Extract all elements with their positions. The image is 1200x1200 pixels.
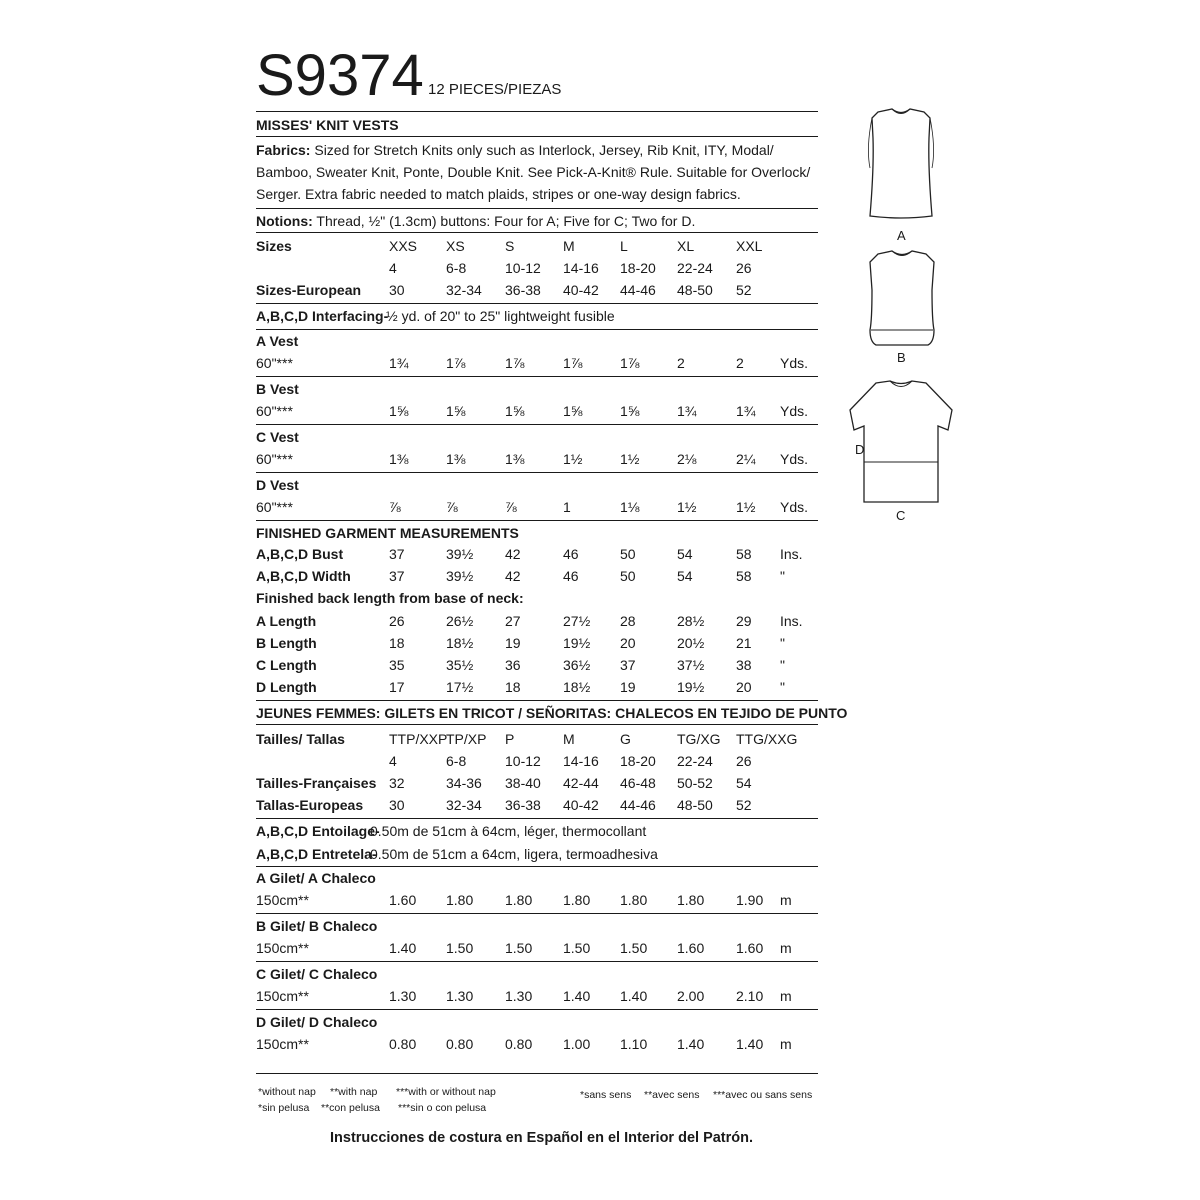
foreign-title: JEUNES FEMMES: GILETS EN TRICOT / SEÑORITAS: CHALECOS EN TEJIDO DE PUNTO <box>256 705 848 721</box>
size-value: 1¾ <box>389 355 409 371</box>
fabric-width: 60"*** <box>256 403 293 419</box>
unit-label: m <box>780 892 792 908</box>
size-value: 1.40 <box>563 988 591 1004</box>
size-value: 37 <box>389 546 405 562</box>
divider <box>256 424 818 425</box>
size-value: 20 <box>620 635 636 651</box>
interfacing-label: A,B,C,D Interfacing- <box>256 308 389 324</box>
size-value: 1⅝ <box>620 403 640 419</box>
size-value: XXL <box>736 238 763 254</box>
size-value: 1 <box>563 499 571 515</box>
size-value: 18½ <box>446 635 474 651</box>
size-value: 20½ <box>677 635 705 651</box>
view-label: D Gilet/ D Chaleco <box>256 1014 378 1030</box>
fabrics-line: Bamboo, Sweater Knit, Ponte, Double Knit. See Pick-A-Knit® Rule. Suitable for Overlock/ <box>256 164 811 180</box>
divider <box>256 961 818 962</box>
footnote-fr-2: **avec sens <box>644 1089 700 1101</box>
footnote-es-2: **con pelusa <box>321 1102 380 1114</box>
view-a-sketch <box>856 108 946 223</box>
size-value: 37 <box>389 568 405 584</box>
entoilage-label: A,B,C,D Entoilage- <box>256 823 380 839</box>
view-a-label: A <box>897 228 906 243</box>
size-value: 1.30 <box>446 988 474 1004</box>
size-value: 18½ <box>563 679 591 695</box>
fabrics-label: Fabrics: <box>256 142 311 158</box>
unit-label: m <box>780 1036 792 1052</box>
fabric-width: 60"*** <box>256 355 293 371</box>
size-value: TP/XP <box>446 731 487 747</box>
size-value: 18-20 <box>620 260 656 276</box>
unit-label: m <box>780 940 792 956</box>
size-value: 17 <box>389 679 405 695</box>
size-value: 1.30 <box>505 988 533 1004</box>
fabric-width: 150cm** <box>256 940 309 956</box>
size-value: 34-36 <box>446 775 482 791</box>
unit-label: " <box>780 657 785 673</box>
sizes-european-label: Sizes-European <box>256 282 362 298</box>
size-value: 29 <box>736 613 752 629</box>
unit-label: Yds. <box>780 403 809 419</box>
view-b-sketch <box>858 250 948 350</box>
view-label: A Gilet/ A Chaleco <box>256 870 376 886</box>
size-value: 1⅜ <box>505 451 525 467</box>
size-value: 4 <box>389 753 397 769</box>
size-value: 37 <box>620 657 636 673</box>
size-value: ⅞ <box>505 499 517 515</box>
divider <box>256 1009 818 1010</box>
size-value: G <box>620 731 631 747</box>
size-value: 1⅝ <box>563 403 583 419</box>
fabric-width: 60"*** <box>256 499 293 515</box>
measurement-label: A,B,C,D Bust <box>256 546 344 562</box>
footnote-en-1: *without nap <box>258 1086 316 1098</box>
size-value: 1.30 <box>389 988 417 1004</box>
size-value: 18 <box>389 635 405 651</box>
footnote-fr-1: *sans sens <box>580 1089 632 1101</box>
size-value: 1.50 <box>505 940 533 956</box>
size-value: M <box>563 238 575 254</box>
entoilage-text: 0.50m de 51cm à 64cm, léger, thermocollant <box>370 823 647 839</box>
length-label: A Length <box>256 613 317 629</box>
garment-title: MISSES' KNIT VESTS <box>256 117 399 133</box>
size-value: 27½ <box>563 613 591 629</box>
size-value: 54 <box>736 775 752 791</box>
footnote-es-1: *sin pelusa <box>258 1102 310 1114</box>
size-value: 46 <box>563 568 579 584</box>
divider <box>256 1073 818 1074</box>
fr-sizes-label: Tailles-Françaises <box>256 775 377 791</box>
divider <box>256 303 818 304</box>
fabric-width: 150cm** <box>256 892 309 908</box>
unit-label: m <box>780 988 792 1004</box>
size-value: 2 <box>677 355 685 371</box>
size-value: 30 <box>389 797 405 813</box>
view-label: D Vest <box>256 477 299 493</box>
footnote-es-3: ***sin o con pelusa <box>398 1102 487 1114</box>
size-value: 58 <box>736 546 752 562</box>
fabrics-line: Sized for Stretch Knits only such as Interlock, Jersey, Rib Knit, ITY, Modal/ <box>314 142 774 158</box>
size-value: 1.10 <box>620 1036 648 1052</box>
size-value: 38-40 <box>505 775 541 791</box>
size-value: 32-34 <box>446 282 482 298</box>
size-value: M <box>563 731 575 747</box>
divider <box>256 724 818 725</box>
size-value: 35 <box>389 657 405 673</box>
size-value: 52 <box>736 282 752 298</box>
size-value: 6-8 <box>446 260 467 276</box>
size-value: 1.60 <box>736 940 764 956</box>
size-value: 10-12 <box>505 753 541 769</box>
length-label: D Length <box>256 679 317 695</box>
size-value: 1⅜ <box>389 451 409 467</box>
divider <box>256 111 818 112</box>
unit-label: Yds. <box>780 499 809 515</box>
size-value: 1.80 <box>563 892 591 908</box>
size-value: 19 <box>620 679 636 695</box>
size-value: 28½ <box>677 613 705 629</box>
size-value: 19½ <box>677 679 705 695</box>
size-value: 2 <box>736 355 744 371</box>
size-value: 10-12 <box>505 260 541 276</box>
size-value: 1⅞ <box>505 355 525 371</box>
es-sizes-label: Tallas-Europeas <box>256 797 364 813</box>
size-value: 1.50 <box>446 940 474 956</box>
divider <box>256 136 818 137</box>
view-label: C Gilet/ C Chaleco <box>256 966 378 982</box>
size-value: 35½ <box>446 657 474 673</box>
size-value: 1⅞ <box>446 355 466 371</box>
size-value: 32 <box>389 775 405 791</box>
size-value: 30 <box>389 282 405 298</box>
size-value: S <box>505 238 515 254</box>
measurement-label: A,B,C,D Width <box>256 568 351 584</box>
divider <box>256 520 818 521</box>
unit-label: Ins. <box>780 546 803 562</box>
pieces-count: 12 PIECES/PIEZAS <box>428 81 562 98</box>
size-value: 2¼ <box>736 451 756 467</box>
size-value: 1.00 <box>563 1036 591 1052</box>
divider <box>256 329 818 330</box>
size-value: 26½ <box>446 613 474 629</box>
unit-label: Yds. <box>780 355 809 371</box>
size-value: 38 <box>736 657 752 673</box>
size-value: 36-38 <box>505 282 541 298</box>
size-value: XL <box>677 238 695 254</box>
size-value: 1.60 <box>677 940 705 956</box>
size-value: 18 <box>505 679 521 695</box>
size-value: 36½ <box>563 657 591 673</box>
size-value: 42-44 <box>563 775 599 791</box>
size-value: 2.00 <box>677 988 705 1004</box>
size-value: XS <box>446 238 465 254</box>
size-value: 1¾ <box>736 403 756 419</box>
size-value: 1⅛ <box>620 499 640 515</box>
size-value: 1⅝ <box>446 403 466 419</box>
size-value: 44-46 <box>620 282 656 298</box>
size-value: 48-50 <box>677 282 713 298</box>
size-value: 40-42 <box>563 797 599 813</box>
size-value: 40-42 <box>563 282 599 298</box>
size-value: 1.40 <box>620 988 648 1004</box>
entretela-label: A,B,C,D Entretela- <box>256 846 377 862</box>
length-label: B Length <box>256 635 317 651</box>
size-value: ⅞ <box>446 499 458 515</box>
divider <box>256 866 818 867</box>
size-value: 6-8 <box>446 753 467 769</box>
size-value: 1.40 <box>736 1036 764 1052</box>
size-value: 2.10 <box>736 988 764 1004</box>
size-value: TG/XG <box>677 731 721 747</box>
size-value: 1.80 <box>505 892 533 908</box>
unit-label: " <box>780 635 785 651</box>
size-value: 1½ <box>563 451 583 467</box>
size-value: 1.50 <box>563 940 591 956</box>
unit-label: Ins. <box>780 613 803 629</box>
size-value: TTG/XXG <box>736 731 798 747</box>
notions-label: Notions: <box>256 213 313 229</box>
size-value: 39½ <box>446 568 474 584</box>
size-value: 21 <box>736 635 752 651</box>
size-value: 36 <box>505 657 521 673</box>
size-value: TTP/XXP <box>389 731 448 747</box>
pattern-number: S9374 <box>256 43 424 108</box>
unit-label: " <box>780 679 785 695</box>
spanish-instructions-note: Instrucciones de costura en Español en el Interior del Patrón. <box>330 1130 754 1146</box>
size-value: 1.50 <box>620 940 648 956</box>
size-value: 1⅝ <box>505 403 525 419</box>
divider <box>256 376 818 377</box>
divider <box>256 913 818 914</box>
divider <box>256 232 818 233</box>
unit-label: Yds. <box>780 451 809 467</box>
size-value: 36-38 <box>505 797 541 813</box>
size-value: 54 <box>677 568 693 584</box>
size-value: 22-24 <box>677 753 713 769</box>
unit-label: " <box>780 568 785 584</box>
view-d-label: D <box>855 442 865 457</box>
size-value: 26 <box>736 753 752 769</box>
divider <box>256 818 818 819</box>
divider <box>256 472 818 473</box>
fabric-width: 150cm** <box>256 988 309 1004</box>
fabrics-line: Serger. Extra fabric needed to match plaids, stripes or one-way design fabrics. <box>256 186 741 202</box>
divider <box>256 700 818 701</box>
size-value: 19½ <box>563 635 591 651</box>
fabrics-block <box>256 139 818 205</box>
view-label: C Vest <box>256 429 299 445</box>
size-value: 1⅝ <box>389 403 409 419</box>
entretela-text: 0.50m de 51cm a 64cm, ligera, termoadhesiva <box>370 846 658 862</box>
size-value: L <box>620 238 628 254</box>
size-value: 1.60 <box>389 892 417 908</box>
size-value: 44-46 <box>620 797 656 813</box>
size-value: 52 <box>736 797 752 813</box>
size-value: 1⅞ <box>620 355 640 371</box>
size-value: 4 <box>389 260 397 276</box>
view-b-label: B <box>897 350 906 365</box>
size-value: 1½ <box>620 451 640 467</box>
size-value: 1.80 <box>620 892 648 908</box>
view-label: A Vest <box>256 333 299 349</box>
size-value: 27 <box>505 613 521 629</box>
size-value: XXS <box>389 238 418 254</box>
size-value: 1½ <box>736 499 756 515</box>
size-value: 1⅜ <box>446 451 466 467</box>
size-value: 1.90 <box>736 892 764 908</box>
size-value: 50-52 <box>677 775 713 791</box>
size-value: ⅞ <box>389 499 401 515</box>
size-value: 1⅞ <box>563 355 583 371</box>
size-value: 1¾ <box>677 403 697 419</box>
size-value: 1.40 <box>389 940 417 956</box>
size-value: 50 <box>620 546 636 562</box>
finished-title: FINISHED GARMENT MEASUREMENTS <box>256 525 519 541</box>
size-value: 26 <box>736 260 752 276</box>
size-value: 19 <box>505 635 521 651</box>
notions-block <box>256 210 818 232</box>
footnote-en-2: **with nap <box>330 1086 378 1098</box>
size-value: 50 <box>620 568 636 584</box>
size-value: 18-20 <box>620 753 656 769</box>
size-value: 54 <box>677 546 693 562</box>
size-value: 1.40 <box>677 1036 705 1052</box>
view-label: B Gilet/ B Chaleco <box>256 918 378 934</box>
size-value: 17½ <box>446 679 474 695</box>
size-value: 26 <box>389 613 405 629</box>
size-value: 1.80 <box>446 892 474 908</box>
interfacing-text: ½ yd. of 20" to 25" lightweight fusible <box>386 308 615 324</box>
size-value: 42 <box>505 568 521 584</box>
length-label: C Length <box>256 657 317 673</box>
size-value: 2⅛ <box>677 451 697 467</box>
size-value: 39½ <box>446 546 474 562</box>
size-value: 28 <box>620 613 636 629</box>
size-value: 48-50 <box>677 797 713 813</box>
fabric-width: 150cm** <box>256 1036 309 1052</box>
size-value: 46 <box>563 546 579 562</box>
size-value: 46-48 <box>620 775 656 791</box>
size-value: 22-24 <box>677 260 713 276</box>
size-value: 0.80 <box>446 1036 474 1052</box>
footnote-fr-3: ***avec ou sans sens <box>713 1089 813 1101</box>
size-value: 37½ <box>677 657 705 673</box>
size-value: 0.80 <box>389 1036 417 1052</box>
notions-text: Thread, ½" (1.3cm) buttons: Four for A; Five for C; Two for D. <box>316 213 696 229</box>
divider <box>256 208 818 209</box>
size-value: 58 <box>736 568 752 584</box>
size-value: 42 <box>505 546 521 562</box>
size-value: 1½ <box>677 499 697 515</box>
size-value: 0.80 <box>505 1036 533 1052</box>
size-value: P <box>505 731 515 747</box>
size-value: 14-16 <box>563 753 599 769</box>
size-value: 20 <box>736 679 752 695</box>
size-value: 32-34 <box>446 797 482 813</box>
view-label: B Vest <box>256 381 299 397</box>
sizes-label: Sizes <box>256 238 292 254</box>
length-title: Finished back length from base of neck: <box>256 590 524 606</box>
title-row <box>256 43 816 108</box>
view-c-label: C <box>896 508 906 523</box>
size-value: 1.80 <box>677 892 705 908</box>
footnote-en-3: ***with or without nap <box>396 1086 496 1098</box>
foreign-sizes-label: Tailles/ Tallas <box>256 731 345 747</box>
fabric-width: 60"*** <box>256 451 293 467</box>
size-value: 14-16 <box>563 260 599 276</box>
